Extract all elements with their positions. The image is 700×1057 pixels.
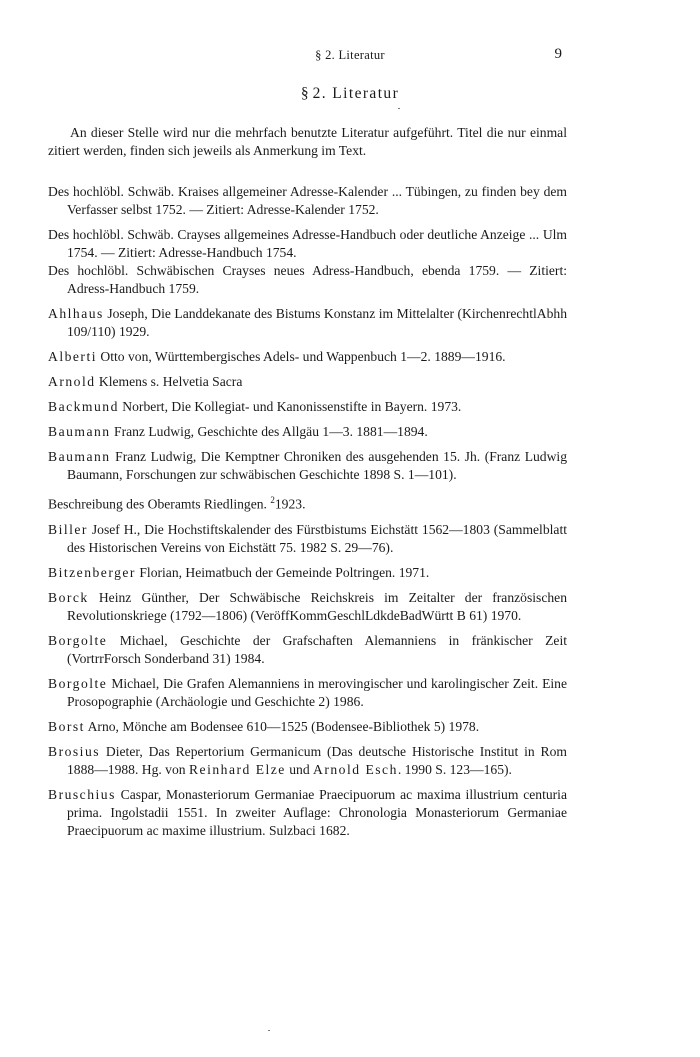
intro-paragraph: An dieser Stelle wird nur die mehrfach benutzte Literatur aufgeführt. Titel die nur einmal zitiert werden, finden sich jeweils als Anmerkung im Text. bbox=[48, 125, 567, 158]
entry-text: Klemens s. Helvetia Sacra bbox=[95, 374, 243, 389]
entry-text: Des hochlöbl. Schwäbischen Crayses neues Adress-Handbuch, ebenda 1759. — Zitiert: Adress-Handbuch 1759. bbox=[48, 263, 567, 296]
section-title bbox=[0, 85, 700, 103]
page-number: 9 bbox=[554, 46, 562, 62]
entry-author: Baumann bbox=[48, 424, 111, 439]
entry-text: Arno, Mönche am Bodensee 610—1525 (Bodensee-Bibliothek 5) 1978. bbox=[84, 718, 480, 734]
entry-text: Des hochlöbl. Schwäb. Crayses allgemeines Adresse-Handbuch oder deutliche Anzeige ... Ulm 1754. — Zitiert: Adresse-Handbuch 1754. bbox=[48, 227, 567, 260]
bibliography-entry bbox=[48, 448, 567, 484]
entry-text: Josef H., Die Hochstiftskalender des Fürstbistums Eichstätt 1562—1803 (Sammelblatt des Historischen Vereins von Eichstätt 75. 1982 S. 29—76). bbox=[67, 521, 567, 555]
entry-author: Borck bbox=[48, 589, 89, 605]
entry-text: Caspar, Monasteriorum Germaniae Praecipuorum ac maxima illustrium centuria prima. Ingolstadii 1551. In zweiter Auflage: Chronologia Monasteriorum Germaniae Praecipuorum ac maxime illustrium. Sulzbaci 1682. bbox=[67, 786, 567, 838]
editor-name: Reinhard Elze bbox=[188, 761, 286, 777]
bibliography-entry bbox=[48, 373, 567, 391]
entry-text: Michael, Die Grafen Alemanniens in merovingischer und karolingischer Zeit. Eine Prosopographie (Archäologie und Geschichte 2) 1986. bbox=[67, 675, 567, 709]
bibliography-entry bbox=[48, 398, 567, 416]
bibliography-entry bbox=[48, 743, 567, 779]
edition-superscript: 2 bbox=[270, 495, 275, 505]
entry-text: Franz Ludwig, Geschichte des Allgäu 1—3. 1881—1894. bbox=[110, 424, 428, 439]
running-title: § 2. Literatur bbox=[315, 48, 385, 62]
entry-author: Baumann bbox=[48, 449, 111, 464]
entry-text: Norbert, Die Kollegiat- und Kanonissenstifte in Bayern. 1973. bbox=[118, 399, 462, 414]
entry-text-mid: und bbox=[285, 761, 314, 777]
entry-text: Dieter, Das Repertorium Germanicum (Das deutsche Historische Institut in Rom 1888—1988. Hg. von bbox=[67, 743, 567, 777]
entry-author: Backmund bbox=[48, 399, 119, 414]
bibliography-entry bbox=[48, 718, 567, 736]
section-title-text: 2. Literatur bbox=[312, 85, 400, 102]
entry-text-tail: 1923. bbox=[274, 496, 306, 512]
entry-text-tail: . 1990 S. 123—165). bbox=[397, 761, 512, 777]
entry-text: Beschreibung des Oberamts Riedlingen. bbox=[48, 496, 267, 512]
bibliography-entry bbox=[48, 675, 567, 711]
entry-author: Bitzenberger bbox=[48, 564, 136, 580]
entry-text: Des hochlöbl. Schwäb. Kraises allgemeiner Adresse-Kalender ... Tübingen, zu finden bey dem Verfasser selbst 1752. — Zitiert: Adresse-Kalender 1752. bbox=[48, 184, 567, 217]
section-sign: § bbox=[300, 85, 309, 102]
entry-text: Franz Ludwig, Die Kemptner Chroniken des ausgehenden 15. Jh. (Franz Ludwig Baumann, Forschungen zur schwäbischen Geschichte 1898 S. 1—101). bbox=[67, 449, 567, 482]
entry-author: Alberti bbox=[48, 349, 98, 364]
entry-author: Biller bbox=[48, 521, 88, 537]
entry-text: Florian, Heimatbuch der Gemeinde Poltringen. 1971. bbox=[135, 564, 430, 580]
editor-name: Arnold Esch bbox=[313, 761, 398, 777]
bibliography-entry bbox=[48, 564, 567, 582]
entry-author: Brosius bbox=[48, 743, 101, 759]
entry-text: Otto von, Württembergisches Adels- und Wappenbuch 1—2. 1889—1916. bbox=[97, 349, 506, 364]
entry-author: Borst bbox=[48, 718, 85, 734]
bibliography-entry bbox=[48, 226, 567, 262]
bibliography-entry bbox=[48, 305, 567, 341]
entry-author: Arnold bbox=[48, 374, 96, 389]
entry-text: Michael, Geschichte der Grafschaften Alemanniens in fränkischer Zeit (VortrrForsch Sonderband 31) 1984. bbox=[67, 632, 567, 666]
entry-text: Heinz Günther, Der Schwäbische Reichskreis im Zeitalter der französischen Revolutionskriege (1792—1806) (VeröffKommGeschlLdkdeBadWürtt B 61) 1970. bbox=[67, 589, 567, 623]
bibliography-entry bbox=[48, 262, 567, 298]
bibliography-entry bbox=[48, 589, 567, 625]
entry-author: Ahlhaus bbox=[48, 306, 104, 321]
bibliography-entry bbox=[48, 786, 567, 840]
bibliography-entry bbox=[48, 632, 567, 668]
running-head bbox=[0, 48, 700, 68]
entry-author: Borgolte bbox=[48, 632, 108, 648]
bibliography-list bbox=[48, 183, 567, 847]
bibliography-entry bbox=[48, 348, 567, 366]
print-speck bbox=[398, 108, 400, 109]
bibliography-entry bbox=[48, 183, 567, 219]
entry-text: Joseph, Die Landdekanate des Bistums Konstanz im Mittelalter (KirchenrechtlAbhh 109/110) 1929. bbox=[67, 306, 567, 339]
bibliography-entry bbox=[48, 491, 567, 514]
entry-author: Borgolte bbox=[48, 675, 108, 691]
print-speck bbox=[268, 1030, 270, 1031]
bibliography-entry bbox=[48, 423, 567, 441]
entry-author: Bruschius bbox=[48, 786, 116, 802]
bibliography-entry bbox=[48, 521, 567, 557]
